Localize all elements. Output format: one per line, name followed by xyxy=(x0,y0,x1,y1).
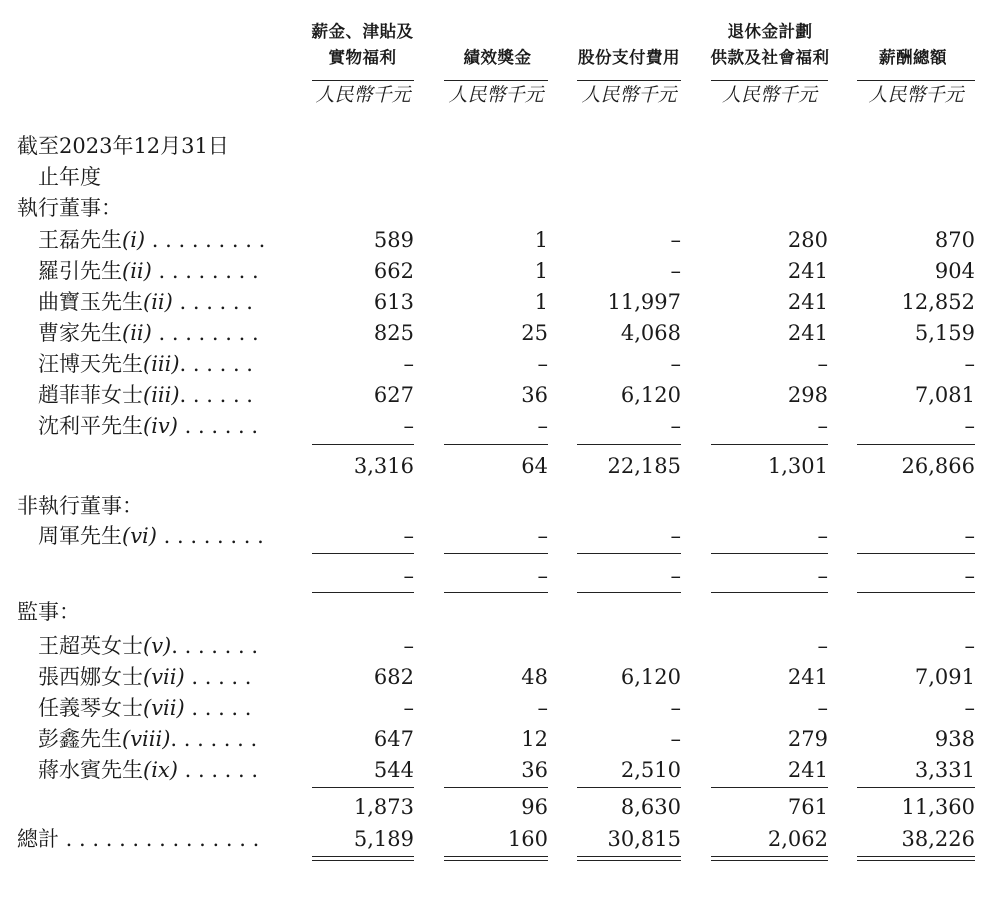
dot-leader: . . . . . . . xyxy=(170,727,258,751)
person-name: 沈利平先生 xyxy=(38,414,143,438)
dot-leader: . . . . . . . . xyxy=(156,524,264,548)
grand-total-double-rule-share-payment xyxy=(577,856,681,861)
value-salaries: 627 xyxy=(373,383,414,407)
note-ref: (vii) xyxy=(143,665,185,689)
value-pension: 298 xyxy=(787,383,828,407)
value-salaries: 662 xyxy=(373,259,414,283)
row-label xyxy=(38,287,253,317)
value-bonus: 36 xyxy=(521,383,548,407)
value-salaries: 544 xyxy=(373,758,414,782)
supervisors-subtotal-rule-total xyxy=(857,787,975,788)
non-executive-subtotal-total: – xyxy=(964,564,975,588)
non-executive-rule-share-payment xyxy=(577,553,681,554)
executive-subtotal-pension: 1,301 xyxy=(767,454,828,478)
note-ref: (viii) xyxy=(122,727,171,751)
dot-leader: . . . . . . xyxy=(172,290,253,314)
value-pension: 241 xyxy=(787,259,828,283)
row-label xyxy=(38,411,258,441)
executive-subtotal-rule-share-payment xyxy=(577,444,681,445)
col-unit-salaries: 人民幣千元 xyxy=(312,80,414,107)
value-share-payment: 4,068 xyxy=(620,321,681,345)
row-label xyxy=(38,631,258,661)
grand-total-double-rule-total xyxy=(857,856,975,861)
value-share-payment: 11,997 xyxy=(607,290,681,314)
note-ref: (iv) xyxy=(143,414,178,438)
person-name: 任義琴女士 xyxy=(38,696,143,720)
value-total: 870 xyxy=(934,228,975,252)
supervisors-subtotal-rule-bonus xyxy=(444,787,548,788)
value-total: 3,331 xyxy=(914,758,975,782)
value-total: – xyxy=(964,524,975,548)
supervisors-subtotal-pension: 761 xyxy=(787,795,828,819)
non-executive-subtotal-rule-total xyxy=(857,592,975,593)
value-total: – xyxy=(964,414,975,438)
supervisors-subtotal-bonus: 96 xyxy=(521,795,548,819)
value-salaries: 825 xyxy=(373,321,414,345)
col-header-bonus xyxy=(435,45,560,71)
dot-leader: . . . . . xyxy=(184,665,252,689)
supervisors-subtotal-total: 11,360 xyxy=(901,795,975,819)
non-executive-rule-bonus xyxy=(444,553,548,554)
supervisors-subtotal-rule-pension xyxy=(711,787,828,788)
col-header-pension xyxy=(700,19,840,71)
person-name: 汪博天先生 xyxy=(38,352,143,376)
grand-total-double-rule-salaries xyxy=(312,856,414,861)
row-label xyxy=(38,225,265,255)
supervisors-subtotal-rule-salaries xyxy=(312,787,414,788)
col-header-salaries-line1: 薪金、津貼及 xyxy=(311,22,414,41)
note-ref: (iii) xyxy=(143,352,180,376)
grand-total-double-rule-pension xyxy=(711,856,828,861)
note-ref: (ii) xyxy=(122,321,152,345)
non-executive-rule-pension xyxy=(711,553,828,554)
col-header-salaries-line2: 實物福利 xyxy=(328,48,397,67)
dot-leader: . . . . . . . . xyxy=(151,321,259,345)
person-name: 王磊先生 xyxy=(38,228,122,252)
executive-subtotal-rule-salaries xyxy=(312,444,414,445)
person-name: 周軍先生 xyxy=(38,524,122,548)
person-name: 王超英女士 xyxy=(38,634,143,658)
value-salaries: – xyxy=(403,524,414,548)
non-executive-subtotal-bonus: – xyxy=(537,564,548,588)
value-bonus: 1 xyxy=(534,290,548,314)
row-label xyxy=(38,724,257,754)
person-name: 趙菲菲女士 xyxy=(38,383,143,407)
value-pension: – xyxy=(817,524,828,548)
value-pension: 241 xyxy=(787,758,828,782)
value-share-payment: – xyxy=(670,352,681,376)
value-bonus: – xyxy=(537,352,548,376)
row-label xyxy=(38,349,253,379)
value-total: – xyxy=(964,634,975,658)
non-executive-subtotal-pension: – xyxy=(817,564,828,588)
note-ref: (vi) xyxy=(122,524,157,548)
dot-leader: . . . . . . xyxy=(179,352,253,376)
note-ref: (ii) xyxy=(122,259,152,283)
value-salaries: 589 xyxy=(373,228,414,252)
col-header-salaries xyxy=(300,19,425,71)
row-label xyxy=(38,380,253,410)
grand-total-name: 總計 xyxy=(17,827,59,851)
value-pension: – xyxy=(817,414,828,438)
col-header-total xyxy=(848,45,978,71)
dot-leader: . . . . . . . . . xyxy=(145,228,266,252)
value-bonus: 12 xyxy=(521,727,548,751)
col-header-pension-line2: 供款及社會福利 xyxy=(710,48,830,67)
value-pension: – xyxy=(817,352,828,376)
dot-leader: . . . . . . xyxy=(177,414,259,438)
value-share-payment: – xyxy=(670,727,681,751)
non-executive-subtotal-rule-share-payment xyxy=(577,592,681,593)
dot-leader: . . . . . xyxy=(184,696,252,720)
col-header-pension-line1: 退休金計劃 xyxy=(727,22,813,41)
value-total: 904 xyxy=(934,259,975,283)
value-bonus: 1 xyxy=(534,259,548,283)
non-executive-rule-salaries xyxy=(312,553,414,554)
dot-leader: . . . . . . . . xyxy=(151,259,259,283)
value-bonus: 25 xyxy=(521,321,548,345)
value-bonus: 1 xyxy=(534,228,548,252)
value-share-payment: – xyxy=(670,696,681,720)
value-salaries: – xyxy=(403,696,414,720)
non-executive-subtotal-share-payment: – xyxy=(670,564,681,588)
non-executive-subtotal-rule-salaries xyxy=(312,592,414,593)
non-executive-subtotal-rule-pension xyxy=(711,592,828,593)
dot-leader: . . . . . . . xyxy=(171,634,259,658)
value-pension: 241 xyxy=(787,321,828,345)
value-share-payment: 6,120 xyxy=(620,665,681,689)
executive-subtotal-rule-total xyxy=(857,444,975,445)
grand-total-double-rule-bonus xyxy=(444,856,548,861)
row-label xyxy=(38,693,251,723)
non-executive-subtotal-rule-bonus xyxy=(444,592,548,593)
row-label xyxy=(38,318,259,348)
value-share-payment: – xyxy=(670,259,681,283)
executive-subtotal-salaries: 3,316 xyxy=(353,454,414,478)
dot-leader: . . . . . . xyxy=(177,758,259,782)
person-name: 彭鑫先生 xyxy=(38,727,122,751)
note-ref: (ii) xyxy=(143,290,173,314)
note-ref: (vii) xyxy=(143,696,185,720)
value-total: 7,081 xyxy=(914,383,975,407)
grand-total-total: 38,226 xyxy=(901,827,975,851)
col-unit-share-payment: 人民幣千元 xyxy=(577,80,681,107)
value-bonus: – xyxy=(537,414,548,438)
value-pension: 279 xyxy=(787,727,828,751)
grand-total-bonus: 160 xyxy=(507,827,548,851)
value-salaries: 647 xyxy=(373,727,414,751)
value-share-payment: 2,510 xyxy=(620,758,681,782)
col-unit-total: 人民幣千元 xyxy=(857,80,975,107)
person-name: 曹家先生 xyxy=(38,321,122,345)
value-total: 938 xyxy=(934,727,975,751)
executive-subtotal-total: 26,866 xyxy=(901,454,975,478)
value-total: 7,091 xyxy=(914,665,975,689)
value-share-payment: – xyxy=(670,228,681,252)
grand-total-label xyxy=(17,824,259,854)
executive-subtotal-rule-bonus xyxy=(444,444,548,445)
person-name: 羅引先生 xyxy=(38,259,122,283)
col-unit-pension: 人民幣千元 xyxy=(711,80,828,107)
executive-subtotal-rule-pension xyxy=(711,444,828,445)
col-header-share-payment-line1: 股份支付費用 xyxy=(578,48,680,67)
value-total: 12,852 xyxy=(901,290,975,314)
row-label xyxy=(38,256,259,286)
col-unit-bonus: 人民幣千元 xyxy=(444,80,548,107)
value-total: – xyxy=(964,352,975,376)
grand-total-salaries: 5,189 xyxy=(353,827,414,851)
value-share-payment: – xyxy=(670,524,681,548)
value-total: 5,159 xyxy=(914,321,975,345)
value-share-payment: – xyxy=(670,414,681,438)
col-header-total-line1: 薪酬總額 xyxy=(879,48,947,67)
non-executive-subtotal-salaries: – xyxy=(403,564,414,588)
section-title-executive: 執行董事： xyxy=(17,196,122,220)
period-label-line2: 止年度 xyxy=(38,165,101,189)
dot-leader: . . . . . . xyxy=(179,383,253,407)
period-label-line1: 截至2023年12月31日 xyxy=(17,134,229,158)
executive-subtotal-share-payment: 22,185 xyxy=(607,454,681,478)
value-salaries: – xyxy=(403,414,414,438)
row-label xyxy=(38,521,264,551)
supervisors-subtotal-rule-share-payment xyxy=(577,787,681,788)
value-bonus: – xyxy=(537,696,548,720)
value-salaries: – xyxy=(403,634,414,658)
supervisors-subtotal-share-payment: 8,630 xyxy=(620,795,681,819)
non-executive-rule-total xyxy=(857,553,975,554)
person-name: 曲寶玉先生 xyxy=(38,290,143,314)
value-bonus: – xyxy=(537,524,548,548)
col-header-share-payment xyxy=(568,45,690,71)
value-total: – xyxy=(964,696,975,720)
dot-leader: . . . . . . . . . . . . . . . xyxy=(59,827,260,851)
value-salaries: 682 xyxy=(373,665,414,689)
value-pension: 241 xyxy=(787,665,828,689)
col-header-bonus-line1: 績效獎金 xyxy=(463,48,532,67)
grand-total-pension: 2,062 xyxy=(767,827,828,851)
row-label xyxy=(38,755,258,785)
note-ref: (v) xyxy=(143,634,172,658)
person-name: 張西娜女士 xyxy=(38,665,143,689)
grand-total-share-payment: 30,815 xyxy=(607,827,681,851)
note-ref: (ix) xyxy=(143,758,178,782)
value-share-payment: 6,120 xyxy=(620,383,681,407)
value-bonus: 36 xyxy=(521,758,548,782)
executive-subtotal-bonus: 64 xyxy=(521,454,548,478)
person-name: 蔣水賓先生 xyxy=(38,758,143,782)
note-ref: (i) xyxy=(122,228,146,252)
value-pension: – xyxy=(817,696,828,720)
note-ref: (iii) xyxy=(143,383,180,407)
value-pension: – xyxy=(817,634,828,658)
section-title-supervisors: 監事： xyxy=(17,600,80,624)
value-salaries: 613 xyxy=(373,290,414,314)
section-title-non-executive: 非執行董事： xyxy=(17,494,143,518)
value-salaries: – xyxy=(403,352,414,376)
row-label xyxy=(38,662,251,692)
supervisors-subtotal-salaries: 1,873 xyxy=(353,795,414,819)
value-bonus: 48 xyxy=(521,665,548,689)
value-pension: 241 xyxy=(787,290,828,314)
value-pension: 280 xyxy=(787,228,828,252)
